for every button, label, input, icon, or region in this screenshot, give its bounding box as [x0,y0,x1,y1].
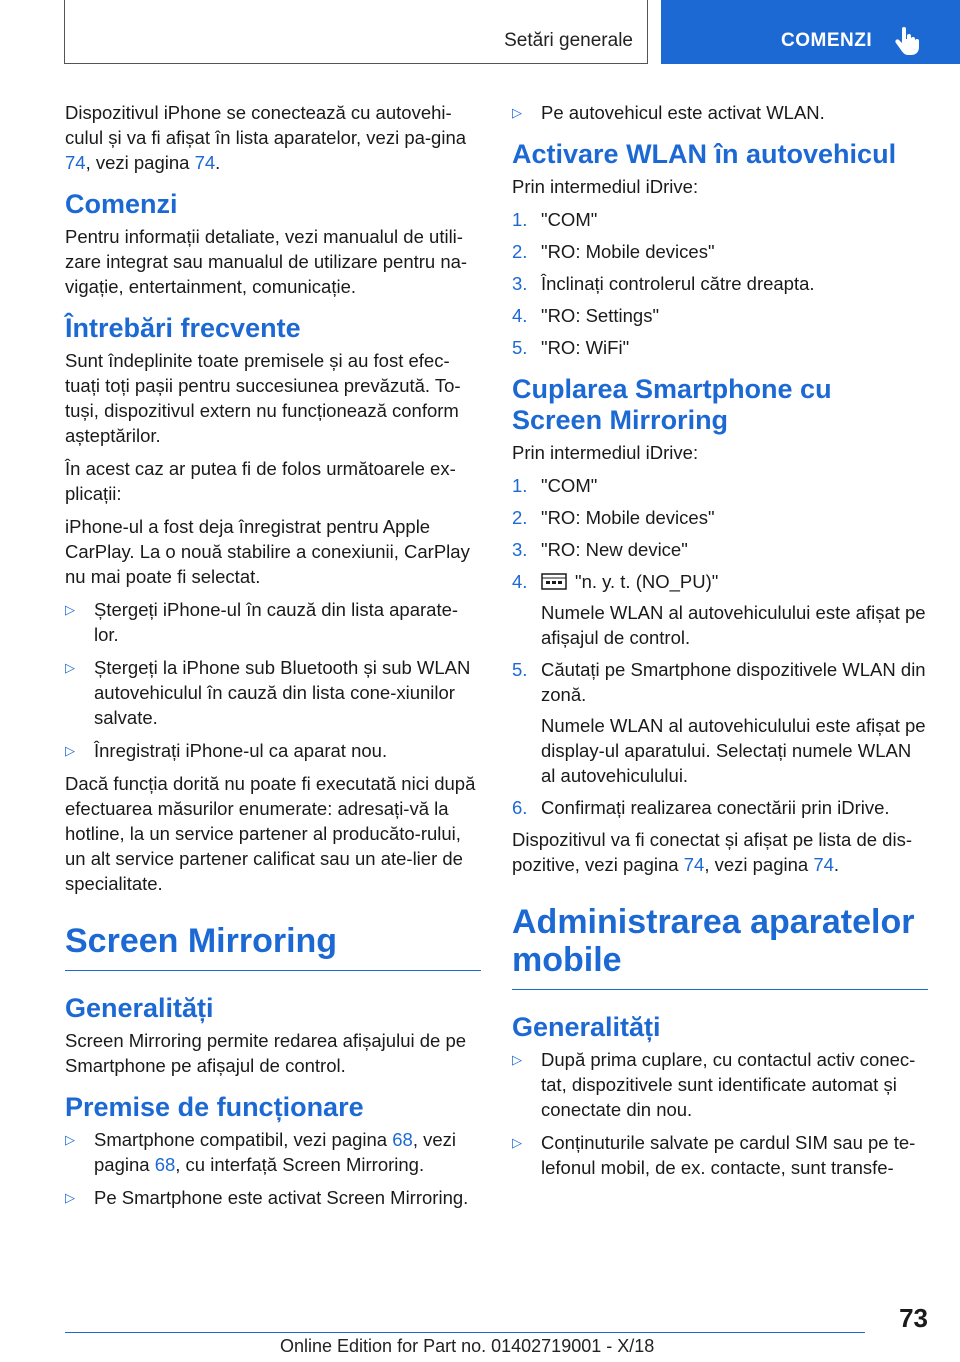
bullet-item: ▷ Pe autovehicul este activat WLAN. [512,100,928,125]
bullet-item: ▷ Conținuturile salvate pe cardul SIM sau pe te-lefonul mobil, de ex. contacte, sunt transfe- [512,1130,928,1180]
page-ref-link[interactable]: 74 [813,854,834,875]
hand-pointer-icon [894,27,920,55]
step-number: 1. [512,209,528,230]
numbered-step: 3. "RO: New device" [512,539,688,560]
heading-faq: Întrebări frecvente [65,313,301,343]
heading-generalitati-2: Generalități [512,1012,661,1042]
wlan-steps-list [512,207,928,360]
numbered-step [512,303,928,328]
step-number: 3. [512,273,528,294]
step-text: "RO: Settings" [541,305,660,326]
page-ref-link[interactable]: 68 [392,1129,413,1150]
page-ref-link[interactable]: 74 [683,854,705,875]
paragraph-generalitati: Screen Mirroring permite redarea afișajului de pe Smartphone pe afișajul de control. [65,1030,467,1076]
numbered-step: 2. "RO: Mobile devices" [512,507,715,528]
step-note: Numele WLAN al autovehiculului este afișat pe afișajul de control. [541,602,926,648]
step-number: 5. [512,337,528,358]
step-number: 2. [512,241,528,262]
bullet-item: ▷ Pe Smartphone este activat Screen Mirroring. [65,1185,481,1210]
step-text: "RO: WiFi" [541,337,630,358]
numbered-step [512,239,928,264]
heading-cuplare: Cuplarea Smartphone cu Screen Mirroring [512,374,832,435]
bullet-item: ▷ Înregistrați iPhone-ul ca aparat nou. [65,738,481,763]
heading-wlan: Activare WLAN în autovehicul [512,139,897,169]
numbered-step: 1. "COM" [512,475,598,496]
bullet-item: ▷ Ștergeți la iPhone sub Bluetooth și sub WLAN autovehiculul în cauză din lista cone-xiunilor salvate. [65,655,481,730]
heading-comenzi: Comenzi [65,189,178,219]
page-ref-link[interactable]: 74 [194,152,216,173]
heading-administrare: Administrarea aparatelor mobile [512,903,928,990]
paragraph-faq: Sunt îndeplinite toate premisele și au fost efec-tuați toți pașii pentru succesiunea prevăzută. To-tuși, dispozitivul extern nu funcționează conform așteptărilor. [65,350,461,446]
step-note: Numele WLAN al autovehiculului este afișat pe display-ul aparatului. Selectați numele WLAN al autovehiculului. [541,715,926,786]
bullet-item: ▷ Ștergeți iPhone-ul în cauză din lista aparate-lor. [65,597,481,647]
page-ref-link[interactable]: 74 [65,152,86,173]
numbered-step [512,207,928,232]
numbered-step [512,271,928,296]
paragraph-faq: În acest caz ar putea fi de folos următoarele ex-plicații: [65,458,456,504]
header-section-title: Setări generale [504,30,633,51]
page-ref-link[interactable]: 68 [154,1154,176,1175]
heading-screen-mirroring: Screen Mirroring [65,922,481,971]
left-column [65,100,481,1218]
paragraph-comenzi: Pentru informații detaliate, vezi manualul de utili-zare integrat sau manualul de utilizare pentru na-vigație, entertainment, comunicație. [65,226,468,297]
header-chapter-title: COMENZI [781,30,873,51]
intro-paragraph: Dispozitivul iPhone se conectează cu autovehi-culul și va fi afișat în lista aparatelor, vezi pa-gina 74, vezi pagina 74. [65,102,467,173]
header-chapter-tab[interactable] [661,0,960,64]
right-column [512,100,928,1188]
paragraph-faq: Dacă funcția dorită nu poate fi executată nici după efectuarea măsurilor enumerate: adresați-vă la hotline, la un service partener al producăto-rului, un alt service partener calificat sau un ate-lier de specialitate. [65,773,476,894]
numbered-step [512,335,928,360]
heading-premise: Premise de funcționare [65,1092,364,1122]
step-text: "COM" [541,209,598,230]
step-text: Înclinați controlerul către dreapta. [541,273,815,294]
bullet-item: ▷ După prima cuplare, cu contactul activ conec-tat, dispozitivele sunt identificate automat și conectate din nou. [512,1047,928,1122]
numbered-step: 6. Confirmați realizarea conectării prin iDrive. [512,797,890,818]
bullet-item: ▷ Smartphone compatibil, vezi pagina 68, vezi pagina 68, cu interfață Screen Mirroring. [65,1127,481,1177]
step-number: 4. [512,305,528,326]
paragraph-cuplare: Prin intermediul iDrive: [512,442,699,463]
footer-divider [65,1332,865,1333]
numbered-step: 4. "n. y. t. (NO_PU)" Numele WLAN al autovehiculului este afișat pe afișajul de control. [512,569,928,650]
step-text: "RO: Mobile devices" [541,241,715,262]
paragraph-faq: iPhone-ul a fost deja înregistrat pentru Apple CarPlay. La o nouă stabilire a conexiunii, CarPlay nu mai poate fi selectat. [65,516,470,587]
footer-edition: Online Edition for Part no. 01402719001 - X/18 [280,1336,655,1356]
heading-generalitati: Generalități [65,993,214,1023]
page-number: 73 [899,1303,928,1333]
screen-mirroring-icon [541,573,567,590]
paragraph-after: Dispozitivul va fi conectat și afișat pe lista de dis-pozitive, vezi pagina 74, vezi pagina 74. [512,829,912,875]
numbered-step: 5. Căutați pe Smartphone dispozitivele WLAN din zonă. Numele WLAN al autovehiculului este afișat pe display-ul aparatului. Selectați numele WLAN al autovehiculului. [512,657,928,788]
paragraph-wlan: Prin intermediul iDrive: [512,176,699,197]
header-section-box [64,0,648,64]
